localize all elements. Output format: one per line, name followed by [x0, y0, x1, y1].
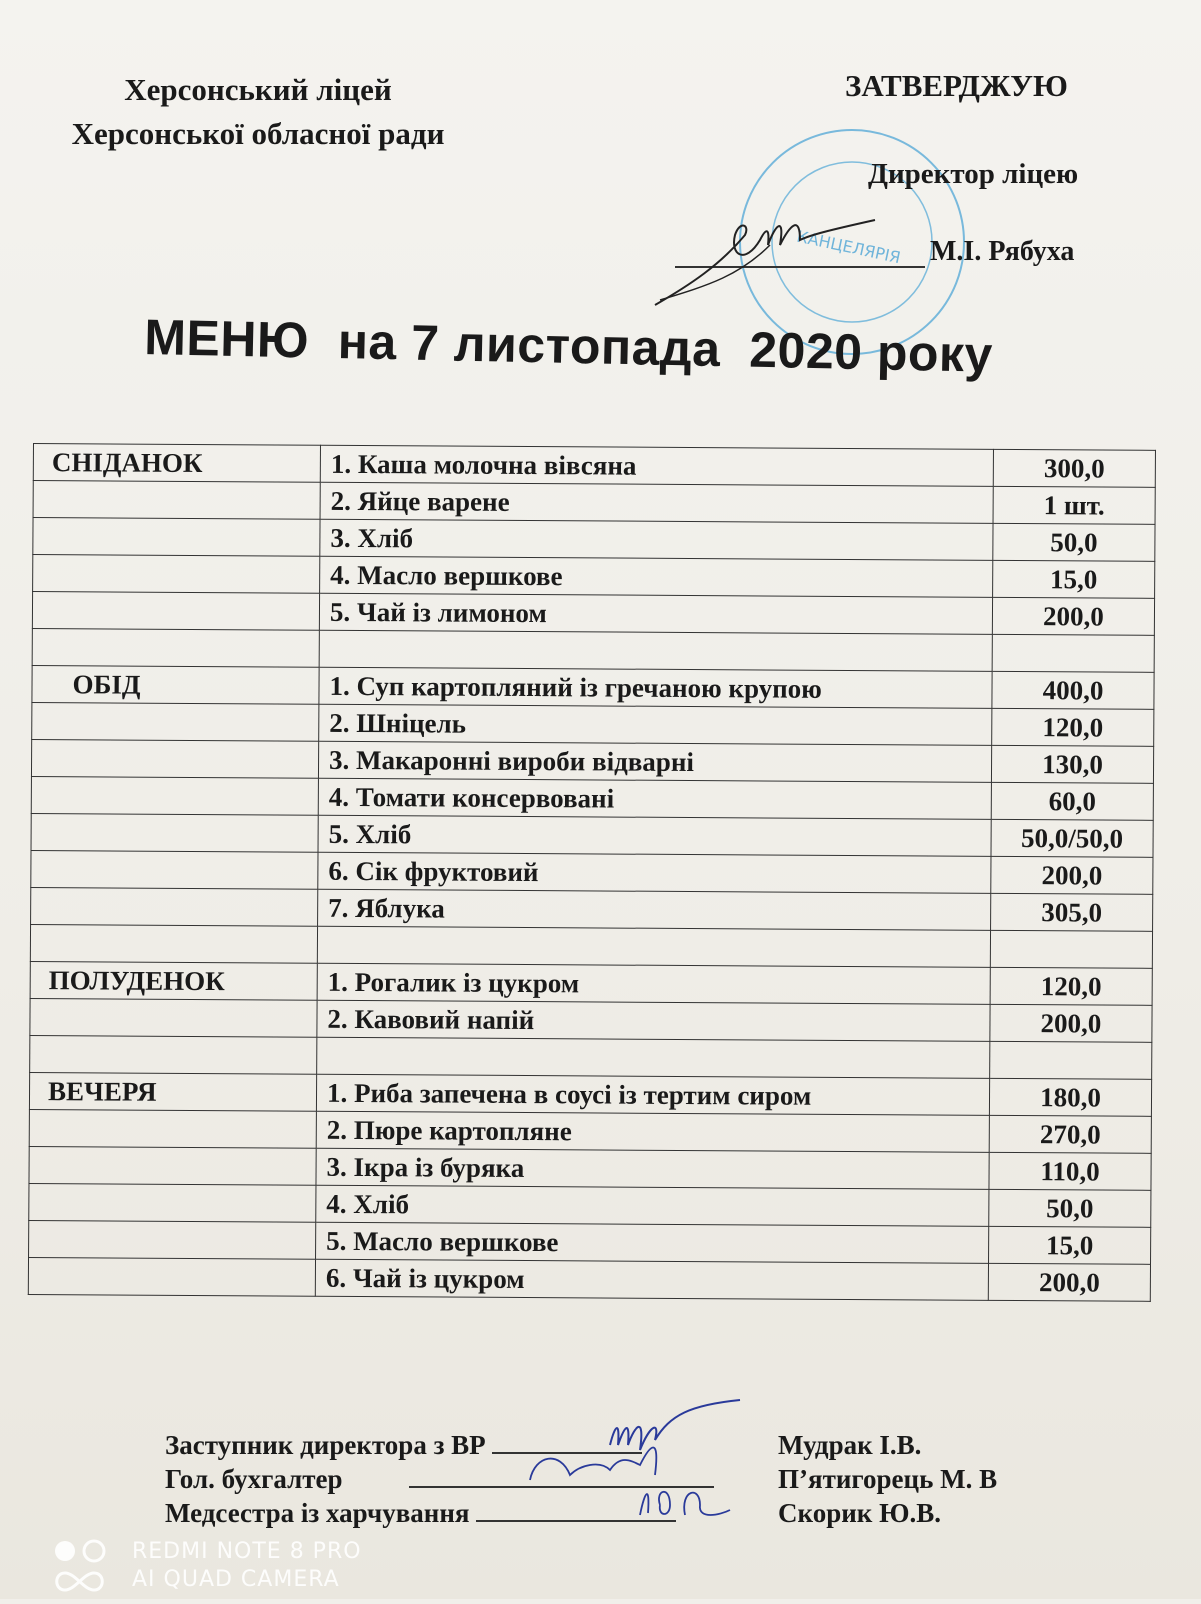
empty-cell	[317, 926, 990, 967]
signatory-names	[778, 1428, 997, 1530]
dish-cell: 3. Ікра із буряка	[316, 1148, 989, 1189]
dish-cell: 1. Рогалик із цукром	[317, 963, 990, 1004]
signature-role: Заступник директора з ВР	[165, 1430, 486, 1460]
dish-cell: 2. Яйце варене	[320, 482, 993, 523]
dish-cell: 1. Риба запечена в соусі із тертим сиром	[316, 1074, 989, 1115]
dish-cell: 1. Каша молочна вівсяна	[320, 445, 993, 486]
dish-cell: 4. Томати консервовані	[318, 778, 991, 819]
empty-cell	[32, 628, 319, 667]
meal-cell	[33, 518, 320, 557]
amount-cell: 180,0	[989, 1078, 1151, 1116]
org-line-2: Херсонської обласної ради	[71, 116, 445, 151]
amount-cell: 15,0	[993, 560, 1155, 598]
signatory-name: П’ятигорець М. В	[778, 1464, 998, 1494]
dish-cell: 4. Масло вершкове	[320, 556, 993, 597]
watermark-line-2: AI QUAD CAMERA	[132, 1567, 340, 1592]
amount-cell: 400,0	[992, 671, 1154, 709]
meal-cell	[31, 850, 318, 889]
menu-row	[30, 961, 1152, 1005]
page-title: МЕНЮ на 7 листопада 2020 року	[143, 308, 994, 383]
amount-cell: 200,0	[992, 597, 1154, 635]
amount-cell: 130,0	[991, 745, 1153, 783]
camera-logo-icon	[50, 1538, 112, 1596]
amount-cell: 200,0	[991, 856, 1153, 894]
meal-cell	[29, 1183, 316, 1222]
menu-row	[33, 444, 1155, 488]
dish-cell: 2. Кавовий напій	[317, 1000, 990, 1041]
empty-cell	[990, 1041, 1152, 1079]
empty-cell	[30, 1035, 317, 1074]
director-title: Директор ліцею	[868, 158, 1079, 190]
dish-cell: 7. Яблука	[318, 889, 991, 930]
empty-cell	[319, 630, 992, 671]
meal-cell: ОБІД	[32, 665, 319, 704]
meal-cell: СНІДАНОК	[33, 444, 320, 483]
camera-watermark	[50, 1538, 362, 1604]
meal-cell	[33, 555, 320, 594]
dish-cell: 1. Суп картопляний із гречаною крупою	[319, 667, 992, 708]
meal-cell	[31, 739, 318, 778]
dish-cell: 3. Макаронні вироби відварні	[318, 741, 991, 782]
dish-cell: 6. Сік фруктовий	[318, 852, 991, 893]
amount-cell: 200,0	[990, 1004, 1152, 1042]
dish-cell: 5. Чай із лимоном	[319, 593, 992, 634]
meal-cell	[32, 702, 319, 741]
amount-cell: 60,0	[991, 782, 1153, 820]
org-line-1: Херсонський ліцей	[124, 72, 392, 107]
amount-cell: 110,0	[989, 1152, 1151, 1190]
meal-cell	[31, 813, 318, 852]
handwritten-signatures	[520, 1395, 760, 1535]
empty-cell	[317, 1037, 990, 1078]
meal-cell: ПОЛУДЕНОК	[30, 961, 317, 1000]
meal-cell	[29, 1109, 316, 1148]
amount-cell: 270,0	[989, 1115, 1151, 1153]
meal-cell	[28, 1257, 315, 1296]
amount-cell: 120,0	[992, 708, 1154, 746]
approval-heading: ЗАТВЕРДЖУЮ	[845, 68, 1068, 103]
amount-cell: 50,0/50,0	[991, 819, 1153, 857]
meal-cell	[30, 998, 317, 1037]
meal-cell	[31, 887, 318, 926]
meal-cell	[32, 592, 319, 631]
dish-cell: 4. Хліб	[316, 1185, 989, 1226]
menu-table	[28, 443, 1156, 1302]
dish-cell: 6. Чай із цукром	[315, 1259, 988, 1300]
dish-cell: 5. Масло вершкове	[316, 1222, 989, 1263]
amount-cell: 200,0	[988, 1263, 1150, 1301]
dish-cell: 2. Шніцель	[319, 704, 992, 745]
meal-cell	[31, 776, 318, 815]
meal-cell: ВЕЧЕРЯ	[29, 1072, 316, 1111]
director-name: М.І. Рябуха	[930, 236, 1075, 267]
director-signature	[650, 205, 880, 315]
signature-role: Медсестра із харчування	[165, 1498, 470, 1528]
dish-cell: 5. Хліб	[318, 815, 991, 856]
meal-cell	[29, 1220, 316, 1259]
empty-cell	[992, 634, 1154, 672]
meal-cell	[29, 1146, 316, 1185]
svg-text:КАНЦЕЛЯРІЯ: КАНЦЕЛЯРІЯ	[795, 226, 903, 268]
dish-cell: 3. Хліб	[320, 519, 993, 560]
amount-cell: 50,0	[993, 523, 1155, 561]
amount-cell: 300,0	[993, 449, 1155, 487]
signatory-name: Скорик Ю.В.	[778, 1498, 941, 1528]
menu-row	[28, 1257, 1150, 1301]
signatory-name: Мудрак І.В.	[778, 1430, 922, 1460]
watermark-line-1: REDMI NOTE 8 PRO	[132, 1539, 362, 1564]
amount-cell: 120,0	[990, 967, 1152, 1005]
organization-name	[28, 68, 488, 156]
signature-role: Гол. бухгалтер	[165, 1464, 343, 1494]
amount-cell: 15,0	[989, 1226, 1151, 1264]
dish-cell: 2. Пюре картопляне	[316, 1111, 989, 1152]
empty-cell	[30, 924, 317, 963]
empty-cell	[990, 930, 1152, 968]
amount-cell: 50,0	[989, 1189, 1151, 1227]
amount-cell: 1 шт.	[993, 486, 1155, 524]
meal-cell	[33, 481, 320, 520]
amount-cell: 305,0	[991, 893, 1153, 931]
